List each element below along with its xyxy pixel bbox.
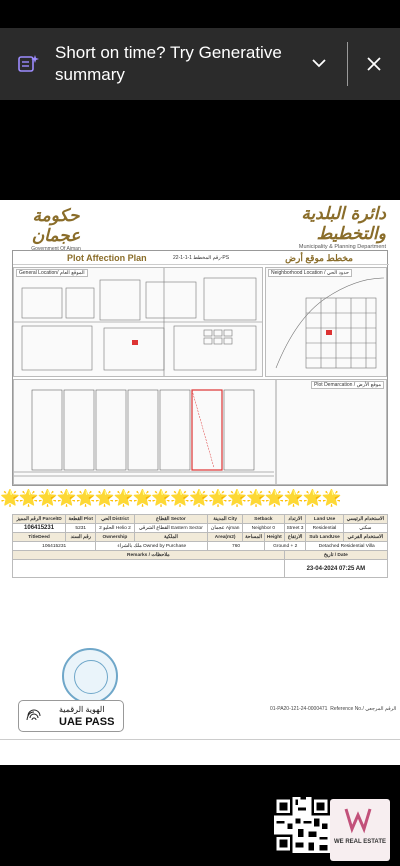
we-logo-icon	[344, 803, 376, 835]
plot-affection-plan-document	[0, 200, 400, 765]
municipality-logo: دائرة البلدية والتخطيط Municipality & Planning Department	[298, 204, 386, 250]
municipality-seal	[62, 648, 118, 704]
parcel-id-value: 106415231	[13, 524, 66, 533]
qr-code-icon	[274, 797, 330, 853]
sparkle-summary-icon	[18, 54, 40, 74]
date-value: 23-04-2024 07:25 AM	[284, 560, 387, 578]
neighborhood-location-map-drawing	[266, 268, 387, 377]
reference-number: 01-PA20-121-24-0000471 Reference No./ الرقم المرجعي	[270, 706, 397, 712]
plot-info-table: الرقم المميز ParcelID القطعة Plot الحي District القطاع Sector المدينة City Setback الارتداد Land Use الاستخدام الرئيسي 106415231 5231 الحليو 2 Helio 2 القطاع الشرقي Eastern Sector عجمان Ajman Neighbor 0 Street 3 Residential سكني TitleDeed رقم السند Ownership الملكية Area(m2) المساحة Height الارتفاع Sub LandUse الاستخدام الفرعي 106415231 ملك بالشراء Owned by Purchase 760 Ground + 2 Detached Residential Villa Remarks / ملاحظات تاريخ / Date 23-04-2024 07:25 AM	[12, 514, 388, 578]
we-real-estate-watermark: WE REAL ESTATE	[330, 799, 390, 861]
close-icon[interactable]	[366, 56, 382, 72]
plan-title-en: Plot Affection Plan	[67, 253, 147, 263]
plot-demarcation-map-drawing	[14, 380, 387, 485]
plot-demarcation-map: Plot Demarcation / موقع الأرض	[13, 379, 387, 485]
star-decoration-row: 🌟🌟🌟🌟🌟🌟🌟🌟🌟🌟🌟🌟🌟🌟🌟🌟🌟🌟	[0, 490, 341, 507]
fingerprint-icon	[24, 706, 44, 726]
banner-divider	[347, 42, 348, 86]
plan-number: رقم المخطط 1-1-1-22-PS	[173, 255, 230, 261]
general-location-map: General Location/ الموقع العام	[13, 267, 263, 377]
general-location-map-drawing	[14, 268, 263, 377]
neighborhood-location-map: Neighborhood Location / حدود الحي	[265, 267, 387, 377]
generative-summary-banner[interactable]	[0, 28, 400, 100]
document-footer	[0, 739, 400, 753]
plan-title-ar: مخطط موقع أرض	[285, 253, 353, 263]
plan-frame	[12, 250, 388, 486]
government-of-ajman-logo: حكومة عجمان Government Of Ajman	[31, 206, 81, 252]
uae-pass-badge: الهوية الرقمية UAE PASS	[18, 700, 124, 732]
chevron-down-icon[interactable]	[311, 56, 327, 70]
document-header	[0, 200, 400, 252]
banner-title: Short on time? Try Generative summary	[55, 43, 282, 84]
plan-caption	[13, 251, 389, 265]
